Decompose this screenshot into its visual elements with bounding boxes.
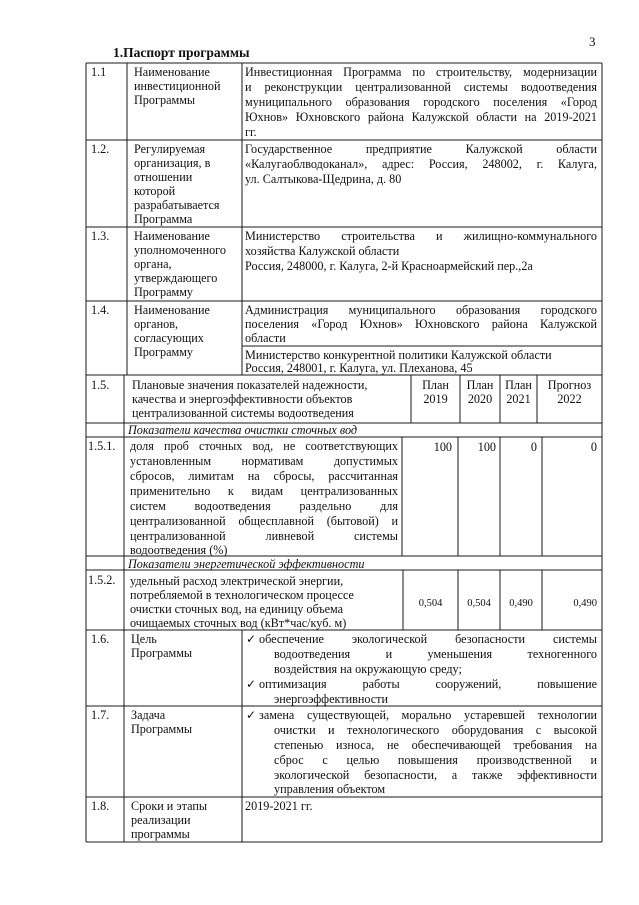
- goal-text-line: обеспечение экологической безопасности системы: [259, 632, 597, 646]
- goal-text-line: воздействия на окружающую среду;: [274, 662, 462, 676]
- row-label-line: реализации: [131, 813, 191, 827]
- section-label: Показатели качества очистки сточных вод: [128, 423, 358, 437]
- indicator-value: 0: [530, 440, 537, 454]
- indicators-title-line: Плановые значения показателей надежности,: [132, 378, 368, 392]
- row-number: 1.4.: [91, 303, 110, 317]
- row-label-line: Наименование: [134, 229, 210, 243]
- indicator-value: 0,504: [418, 598, 443, 609]
- row-label-line: отношении: [134, 170, 193, 184]
- indicator-text-line: очистки сточных вод, на единицу объема: [130, 602, 344, 616]
- row-label-line: Задача: [131, 708, 166, 722]
- checkmark-icon: ✓: [246, 632, 257, 646]
- task-text-line: экологической безопасности, а также эффективности: [274, 768, 597, 782]
- row-label-line: Сроки и этапы: [131, 799, 208, 813]
- row-label-line: Программа: [134, 212, 193, 226]
- indicator-value: 100: [477, 440, 496, 454]
- row-number: 1.2.: [91, 142, 110, 156]
- row-label-line: Цель: [131, 632, 157, 646]
- row-number: 1.8.: [91, 799, 110, 813]
- row-number: 1.1: [91, 65, 107, 79]
- row-value-line: Министерство строительства и жилищно-коммунального: [245, 229, 597, 243]
- row-value-line: Министерство конкурентной политики Калужской области: [245, 348, 552, 362]
- row-number: 1.5.1.: [88, 439, 116, 453]
- page-number: 3: [589, 34, 596, 49]
- checkmark-icon: ✓: [246, 677, 257, 691]
- indicator-text-line: систем водоотведения раздельно для: [130, 499, 398, 513]
- row-value-line: Юхнов» Юхновского района Калужской области на 2019-2021: [245, 110, 597, 124]
- indicator-text-line: доля проб сточных вод, не соответствующих: [130, 439, 398, 453]
- row-value-line: поселения «Город Юхнов» Юхновского района Калужской: [245, 317, 597, 331]
- row-label-line: инвестиционной: [134, 79, 221, 93]
- row-label-line: которой: [134, 184, 176, 198]
- row-value-line: муниципального образования городского поселения «Город: [245, 95, 597, 109]
- row-value-line: гг.: [245, 125, 257, 139]
- column-header: Прогноз 2022: [547, 378, 592, 407]
- row-value-line: ул. Салтыкова-Щедрина, д. 80: [245, 172, 402, 186]
- row-number: 1.7.: [91, 708, 110, 722]
- indicator-text-line: очищаемых сточных вод (кВт*час/куб. м): [130, 616, 347, 630]
- row-label-line: органа,: [134, 257, 172, 271]
- indicator-text-line: централизованной ливневой системы: [130, 529, 398, 543]
- indicator-value: 0,490: [509, 598, 533, 609]
- indicator-text-line: сбросов, лимитам на сбросы, рассчитанная: [130, 469, 398, 483]
- row-value-line: «Калугаоблводоканал», адрес: Россия, 248002, г. Калуга,: [245, 157, 597, 171]
- column-header: План 2019: [422, 378, 449, 407]
- row-value-line: области: [245, 331, 286, 345]
- row-value-line: хозяйства Калужской области: [245, 244, 400, 258]
- row-label-line: согласующих: [134, 331, 204, 345]
- task-text-line: сброс с целью повышения производственной и: [274, 753, 597, 767]
- row-value-line: Россия, 248000, г. Калуга, 2-й Красноармейский пер.,2а: [245, 259, 533, 273]
- row-value-line: Государственное предприятие Калужской области: [245, 142, 597, 156]
- indicator-text-line: потребляемой в технологическом процессе: [130, 588, 354, 602]
- row-label-line: Программу: [134, 285, 194, 299]
- indicator-text-line: применительно к видам централизованных: [130, 484, 398, 498]
- row-label-line: Регулируемая: [134, 142, 206, 156]
- indicator-value: 0: [590, 440, 597, 454]
- row-label-line: Наименование: [134, 65, 210, 79]
- indicators-title-line: централизованной системы водоотведения: [132, 406, 354, 420]
- indicator-value: 100: [433, 440, 452, 454]
- terms-value: 2019-2021 гг.: [245, 799, 313, 813]
- indicator-text-line: централизованной общесплавной (бытовой) и: [130, 514, 398, 528]
- checkmark-icon: ✓: [246, 708, 257, 722]
- indicator-text-line: водоотведения (%): [130, 543, 228, 557]
- row-value-line: и реконструкции централизованной системы водоотведения: [245, 80, 597, 94]
- row-label-line: разрабатывается: [134, 198, 220, 212]
- row-label-line: утверждающего: [134, 271, 218, 285]
- row-value-line: Администрация муниципального образования городского: [245, 303, 597, 317]
- section-label: Показатели энергетической эффективности: [128, 557, 365, 571]
- indicator-value: 0,504: [467, 598, 491, 609]
- row-value-line: Россия, 248001, г. Калуга, ул. Плеханова, 45: [245, 361, 473, 375]
- row-label-line: органов,: [134, 317, 179, 331]
- indicator-text-line: установленным нормативам допустимых: [130, 454, 398, 468]
- row-number: 1.6.: [91, 632, 110, 646]
- row-label-line: Программы: [134, 93, 196, 107]
- task-text-line: степенью износа, не обеспечивающей требования на: [274, 738, 597, 752]
- column-header: План 2020: [466, 378, 494, 407]
- row-label-line: Программы: [131, 722, 193, 736]
- indicator-text-line: удельный расход электрической энергии,: [130, 574, 344, 588]
- goal-text-line: энергоэффективности: [274, 692, 389, 706]
- row-number: 1.5.: [91, 378, 110, 392]
- task-text-line: очистки и технологического оборудования с высокой: [274, 723, 597, 737]
- indicator-value: 0,490: [573, 598, 597, 609]
- row-label-line: Программы: [131, 646, 193, 660]
- row-number: 1.3.: [91, 229, 110, 243]
- task-text-line: управления объектом: [274, 782, 386, 796]
- goal-text-line: оптимизация работы сооружений, повышение: [259, 677, 597, 691]
- row-number: 1.5.2.: [88, 573, 116, 587]
- indicators-title-line: качества и энергоэффективности объектов: [132, 392, 353, 406]
- row-label-line: уполномоченного: [134, 243, 226, 257]
- row-label-line: Наименование: [134, 303, 210, 317]
- row-label-line: программы: [131, 827, 190, 841]
- column-header: План 2021: [505, 378, 532, 407]
- row-label-line: Программу: [134, 345, 194, 359]
- row-label-line: организация, в: [134, 156, 211, 170]
- goal-text-line: водоотведения и уменьшения техногенного: [274, 647, 597, 661]
- section-heading: 1.Паспорт программы: [113, 45, 250, 60]
- row-value-line: Инвестиционная Программа по строительству, модернизации: [245, 65, 597, 79]
- task-text-line: замена существующей, морально устаревшей технологии: [259, 708, 597, 722]
